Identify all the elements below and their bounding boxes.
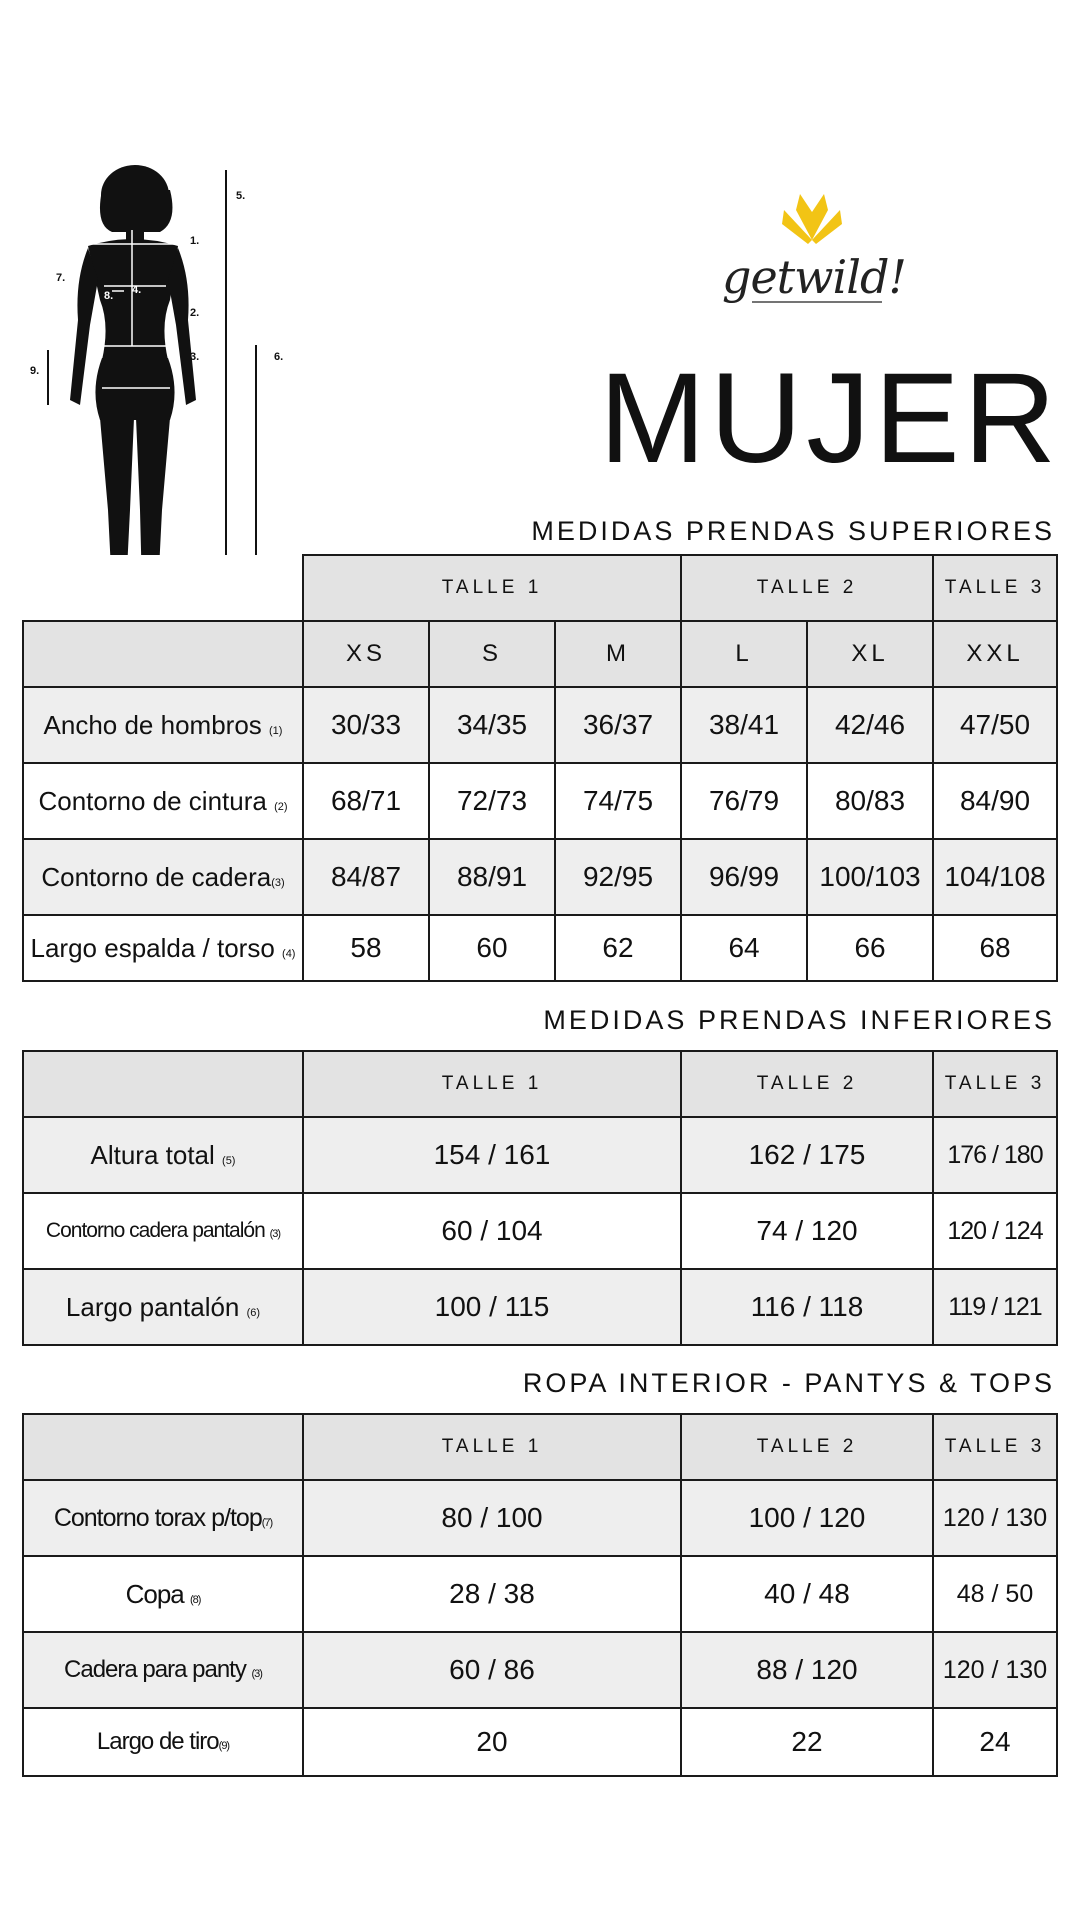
row-label: Ancho de hombros (1) — [23, 687, 303, 763]
value-cell: 42/46 — [807, 687, 933, 763]
value-cell: 64 — [681, 915, 807, 981]
group-header: TALLE 2 — [681, 1051, 933, 1117]
row-label: Copa (8) — [23, 1556, 303, 1632]
table-row — [23, 687, 1057, 763]
value-cell: 22 — [681, 1708, 933, 1776]
row-label: Largo de tiro(9) — [23, 1708, 303, 1776]
value-cell: 60 / 104 — [303, 1193, 681, 1269]
table-row — [23, 915, 1057, 981]
table-superiores — [22, 554, 1058, 982]
value-cell: 80/83 — [807, 763, 933, 839]
table-row — [23, 1556, 1057, 1632]
row-label: Contorno cadera pantalón (3) — [23, 1193, 303, 1269]
value-cell: 120 / 124 — [933, 1193, 1057, 1269]
value-cell: 120 / 130 — [933, 1632, 1057, 1708]
row-label: Contorno torax p/top(7) — [23, 1480, 303, 1556]
group-header: TALLE 3 — [933, 555, 1057, 621]
value-cell: 60 / 86 — [303, 1632, 681, 1708]
group-header: TALLE 1 — [303, 1414, 681, 1480]
value-cell: 84/87 — [303, 839, 429, 915]
logo-wordmark: getwild! — [722, 250, 906, 304]
group-header: TALLE 3 — [933, 1414, 1057, 1480]
value-cell: 100/103 — [807, 839, 933, 915]
table-row — [23, 1193, 1057, 1269]
value-cell: 24 — [933, 1708, 1057, 1776]
group-header: TALLE 1 — [303, 1051, 681, 1117]
value-cell: 120 / 130 — [933, 1480, 1057, 1556]
value-cell: 47/50 — [933, 687, 1057, 763]
marker-9: 9. — [30, 365, 40, 377]
marker-1: 1. — [190, 235, 200, 247]
size-header: XXL — [933, 621, 1057, 687]
value-cell: 36/37 — [555, 687, 681, 763]
marker-6: 6. — [274, 351, 284, 363]
marker-7: 7. — [56, 272, 66, 284]
value-cell: 104/108 — [933, 839, 1057, 915]
value-cell: 60 — [429, 915, 555, 981]
table-inferiores — [22, 1050, 1058, 1346]
header-blank — [23, 1414, 303, 1480]
header-blank — [23, 1051, 303, 1117]
value-cell: 28 / 38 — [303, 1556, 681, 1632]
value-cell: 74/75 — [555, 763, 681, 839]
section-heading-superiores: MEDIDAS PRENDAS SUPERIORES — [531, 516, 1055, 546]
value-cell: 72/73 — [429, 763, 555, 839]
value-cell: 100 / 120 — [681, 1480, 933, 1556]
header-blank — [23, 621, 303, 687]
marker-5: 5. — [236, 190, 246, 202]
value-cell: 84/90 — [933, 763, 1057, 839]
value-cell: 68 — [933, 915, 1057, 981]
value-cell: 119 / 121 — [933, 1269, 1057, 1345]
section-heading-inferiores: MEDIDAS PRENDAS INFERIORES — [543, 1005, 1055, 1035]
value-cell: 48 / 50 — [933, 1556, 1057, 1632]
value-cell: 66 — [807, 915, 933, 981]
group-header: TALLE 1 — [303, 555, 681, 621]
size-header: S — [429, 621, 555, 687]
size-header: XL — [807, 621, 933, 687]
row-label: Cadera para panty (3) — [23, 1632, 303, 1708]
value-cell: 162 / 175 — [681, 1117, 933, 1193]
marker-3: 3. — [190, 351, 200, 363]
value-cell: 68/71 — [303, 763, 429, 839]
row-label: Contorno de cintura (2) — [23, 763, 303, 839]
value-cell: 58 — [303, 915, 429, 981]
page-title: MUJER — [599, 347, 1060, 490]
size-header: XS — [303, 621, 429, 687]
row-label: Largo espalda / torso (4) — [23, 915, 303, 981]
size-header: M — [555, 621, 681, 687]
value-cell: 96/99 — [681, 839, 807, 915]
value-cell: 88 / 120 — [681, 1632, 933, 1708]
value-cell: 62 — [555, 915, 681, 981]
body-measurement-figure — [20, 160, 310, 620]
value-cell: 92/95 — [555, 839, 681, 915]
marker-8: 8. — [104, 290, 114, 302]
empty-corner — [23, 555, 303, 621]
value-cell: 88/91 — [429, 839, 555, 915]
value-cell: 154 / 161 — [303, 1117, 681, 1193]
row-label: Contorno de cadera(3) — [23, 839, 303, 915]
group-header: TALLE 2 — [681, 1414, 933, 1480]
silhouette-icon — [20, 160, 310, 620]
marker-2: 2. — [190, 307, 200, 319]
table-row — [23, 1480, 1057, 1556]
marker-4: 4. — [132, 284, 142, 296]
row-label: Altura total (5) — [23, 1117, 303, 1193]
value-cell: 100 / 115 — [303, 1269, 681, 1345]
group-header: TALLE 3 — [933, 1051, 1057, 1117]
value-cell: 176 / 180 — [933, 1117, 1057, 1193]
table-row — [23, 839, 1057, 915]
table-interior — [22, 1413, 1058, 1777]
size-header: L — [681, 621, 807, 687]
table-row — [23, 1632, 1057, 1708]
section-heading-interior: ROPA INTERIOR - PANTYS & TOPS — [522, 1368, 1055, 1398]
value-cell: 74 / 120 — [681, 1193, 933, 1269]
value-cell: 40 / 48 — [681, 1556, 933, 1632]
row-label: Largo pantalón (6) — [23, 1269, 303, 1345]
value-cell: 38/41 — [681, 687, 807, 763]
value-cell: 20 — [303, 1708, 681, 1776]
brand-logo — [712, 190, 906, 350]
group-header: TALLE 2 — [681, 555, 933, 621]
value-cell: 34/35 — [429, 687, 555, 763]
value-cell: 30/33 — [303, 687, 429, 763]
value-cell: 76/79 — [681, 763, 807, 839]
value-cell: 116 / 118 — [681, 1269, 933, 1345]
table-row — [23, 1117, 1057, 1193]
value-cell: 80 / 100 — [303, 1480, 681, 1556]
table-row — [23, 763, 1057, 839]
table-row — [23, 1708, 1057, 1776]
table-row — [23, 1269, 1057, 1345]
